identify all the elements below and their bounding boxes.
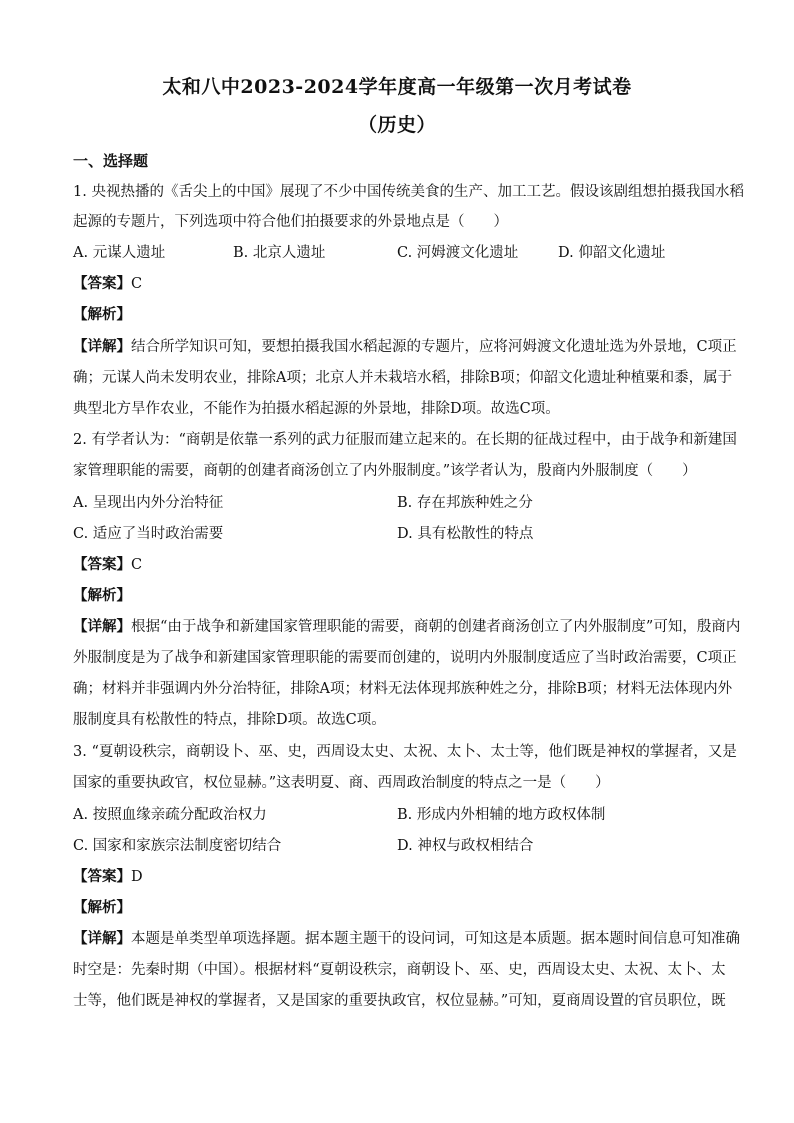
q2-answer [73,555,142,575]
q3-option-b: B. 形成内外相辅的地方政权体制 [397,807,606,823]
q3-detail-line2: 时空是：先秦时期（中国）。根据材料“夏朝设秩宗，商朝设卜、巫、史，西周设太史、太祝、太卜、太 [73,962,726,978]
q1-detail-line3: 典型北方旱作农业，不能作为拍摄水稻起源的外景地，排除D项。故选C项。 [73,401,560,417]
answer-tag: 【答案】 [73,556,131,573]
q1-option-c: C. 河姆渡文化遗址 [397,245,519,261]
q2-option-d: D. 具有松散性的特点 [397,526,534,542]
q2-option-a: A. 呈现出内外分治特征 [73,495,224,511]
q1-detail-line1 [73,337,737,357]
q2-detail-line1 [73,617,740,637]
q2-stem-line1: 2. 有学者认为：“商朝是依靠一系列的武力征服而建立起来的。在长期的征战过程中，由于战争和新建国 [73,432,737,448]
q2-option-b: B. 存在邦族种姓之分 [397,495,533,511]
q3-stem-line1: 3. “夏朝设秩宗，商朝设卜、巫、史，西周设太史、太祝、太卜、太士等，他们既是神权的掌握者，又是 [73,744,737,760]
detail-text: 结合所学知识可知，要想拍摄我国水稻起源的专题片，应将河姆渡文化遗址选为外景地，C项正 [131,339,737,355]
answer-tag: 【答案】 [73,275,131,292]
detail-text: 根据“由于战争和新建国家管理职能的需要，商朝的创建者商汤创立了内外服制度”可知，殷商内 [131,619,741,635]
q3-answer [73,867,143,887]
q2-option-c: C. 适应了当时政治需要 [73,526,224,542]
q3-option-c: C. 国家和家族宗法制度密切结合 [73,838,282,854]
answer-value: C [131,276,143,292]
q1-option-b: B. 北京人遗址 [233,245,326,261]
q3-stem-line2: 国家的重要执政官，权位显赫。”这表明夏、商、西周政治制度的特点之一是（ ） [73,775,610,791]
exam-subtitle: （历史） [357,114,436,136]
detail-tag: 【详解】 [73,618,131,635]
q1-stem-line1: 1. 央视热播的《舌尖上的中国》展现了不少中国传统美食的生产、加工工艺。假设该剧组想拍摄我国水稻 [73,184,744,200]
detail-tag: 【详解】 [73,338,131,355]
answer-tag: 【答案】 [73,868,131,885]
q2-analysis-tag: 【解析】 [73,587,131,604]
section-heading: 一、选择题 [73,152,149,170]
answer-value: C [131,557,143,573]
detail-text: 本题是单类型单项选择题。据本题主题干的设问词，可知这是本质题。据本题时间信息可知准确 [131,931,740,947]
answer-value: D [131,869,143,885]
q1-detail-line2: 确；元谋人尚未发明农业，排除A项；北京人并未栽培水稻，排除B项；仰韶文化遗址种植粟和黍，属于 [73,370,733,386]
q3-option-a: A. 按照血缘亲疏分配政治权力 [73,807,267,823]
detail-tag: 【详解】 [73,930,131,947]
exam-title: 太和八中2023-2024学年度高一年级第一次月考试卷 [162,76,632,98]
q2-detail-line3: 确；材料并非强调内外分治特征，排除A项；材料无法体现邦族种姓之分，排除B项；材料无法体现内外 [73,681,733,697]
q2-stem-line2: 家管理职能的需要，商朝的创建者商汤创立了内外服制度。”该学者认为，殷商内外服制度（ ） [73,463,697,479]
q3-detail-line3: 士等，他们既是神权的掌握者，又是国家的重要执政官，权位显赫。”可知，夏商周设置的官员职位，既 [73,993,726,1009]
q1-option-d: D. 仰韶文化遗址 [558,245,666,261]
q3-analysis-tag: 【解析】 [73,899,131,916]
q3-detail-line1 [73,929,740,949]
q1-analysis-tag: 【解析】 [73,306,131,323]
q2-detail-line4: 服制度具有松散性的特点，排除D项。故选C项。 [73,712,386,728]
q1-stem-line2: 起源的专题片，下列选项中符合他们拍摄要求的外景地点是（ ） [73,214,508,230]
q3-option-d: D. 神权与政权相结合 [397,838,534,854]
q1-answer [73,274,142,294]
q2-detail-line2: 外服制度是为了战争和新建国家管理职能的需要而创建的，说明内外服制度适应了当时政治需要，C项正 [73,650,737,666]
q1-option-a: A. 元谋人遗址 [73,245,166,261]
